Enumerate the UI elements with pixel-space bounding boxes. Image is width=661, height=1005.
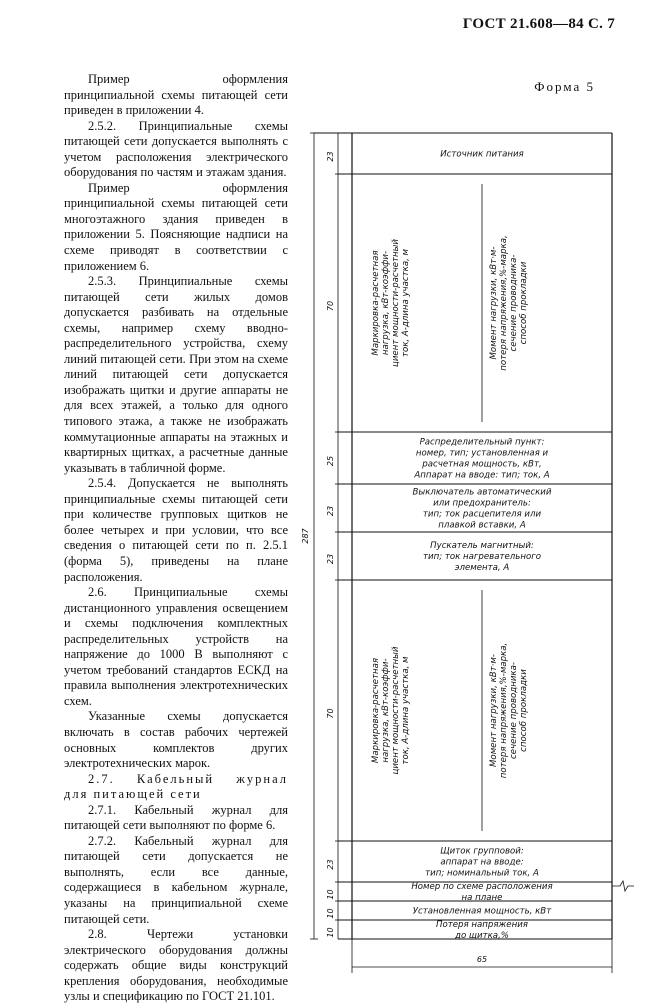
row-text: номер, тип; установленная и — [415, 448, 549, 459]
row-text: Распределительный пункт: — [419, 437, 545, 448]
row-text: тип; номинальный ток, А — [425, 868, 539, 879]
form-label: Форма 5 — [534, 79, 595, 94]
paragraph: 2.7.2. Кабельный журнал для питающей сети допускается не выполнять, если все данные, содержащиеся в кабельном журнале, указаны на принципиальной схеме питающей сети. — [64, 833, 288, 926]
rotated-right-text: Момент нагрузки, кВт·м- — [489, 654, 499, 767]
paragraph: 2.8. Чертежи установки электрического оборудования должны содержать общие виды конструкций крепления оборудования, необходимые узлы и спецификацию по ГОСТ 21.101. — [64, 927, 288, 1004]
row-dimension-label: 70 — [326, 300, 335, 312]
row-text: плавкой вставки, А — [438, 520, 526, 531]
rotated-right-text: потеря напряжения,%-марка, — [499, 642, 509, 779]
paragraph: 2.5.2. Принципиальные схемы питающей сети допускается выполнять с учетом расположения электрического оборудования по частям и этажам здания. — [64, 118, 288, 180]
row-dimension-label: 23 — [326, 553, 335, 565]
paragraph: Указанные схемы допускается включать в состав рабочих чертежей основных комплектов других электротехнических марок. — [64, 709, 288, 771]
rotated-left-text: нагрузка, кВт-коэффи- — [381, 658, 391, 763]
rotated-right-text: потеря напряжения,%-марка, — [499, 235, 509, 371]
total-height-label: 287 — [301, 528, 310, 544]
row-text: или предохранитель: — [433, 498, 531, 509]
rotated-right-text: способ прокладки — [519, 669, 529, 752]
rotated-left-text: Маркировка-расчетная — [371, 657, 381, 764]
row-text: Номер по схеме расположения — [411, 882, 553, 892]
row-text: на плане — [461, 893, 503, 903]
width-label: 65 — [476, 955, 488, 964]
row-text: расчетная мощность, кВт, — [422, 459, 542, 470]
section-heading: 2.7. Кабельный журнал — [88, 771, 288, 786]
rotated-left-text: нагрузка, кВт-коэффи- — [381, 250, 391, 356]
rotated-right-text: способ прокладки — [519, 261, 529, 345]
row-text: Источник питания — [440, 149, 524, 160]
paragraph: 2.7.1. Кабельный журнал для питающей сети выполняют по форме 6. — [64, 802, 288, 833]
row-dimension-label: 25 — [326, 455, 335, 467]
row-text: тип; ток расцепителя или — [422, 509, 542, 520]
row-text: тип; ток нагревательного — [423, 552, 541, 562]
row-text: Аппарат на вводе: тип; ток, А — [414, 470, 550, 481]
row-dimension-label: 23 — [326, 505, 335, 517]
paragraph: 2.5.4. Допускается не выполнять принципиальные схемы питающей сети при количестве групповых щитков не более четырех и при условии, что все сведения о питающей сети по п. 2.5.1 (форма 5), приведены на плане расположения. — [64, 476, 288, 584]
rotated-left-text: циент мощности-расчетный — [391, 238, 401, 368]
row-text: Установленная мощность, кВт — [412, 906, 552, 917]
rotated-left-text: циент мощности-расчетный — [391, 646, 401, 775]
paragraph: Пример оформления принципиальной схемы питающей сети многоэтажного здания приведен в приложении 5. Поясняющие надписи на схеме приводят в соответствии с приложением 6. — [64, 180, 288, 273]
row-text: Выключатель автоматический — [412, 487, 552, 498]
paragraph: 2.6. Принципиальные схемы дистанционного управления освещением и схемы подключения комплектных распределительных устройств на напряжение до 1000 В выполняют с учетом требований стандартов ЕСКД на правила выполнения электротехнических схем. — [64, 585, 288, 708]
row-text: Пускатель магнитный: — [430, 541, 534, 551]
page-header: ГОСТ 21.608—84 С. 7 — [462, 16, 615, 32]
body-text — [64, 72, 288, 1005]
rotated-left-text: Маркировка-расчетная — [371, 250, 381, 356]
paragraph: 2.5.3. Принципиальные схемы питающей сети жилых домов допускается разбивать на отдельные схемы, например схему вводно-распределительного устройства, схему линий питающей сети. При этом на схеме линий питающей сети допускается изображать щитки и другие аппараты не для всех этажей, а только для одного типового этажа, а также не изображать коммутационные аппараты на этажных и квартирных щитках, а расчетные данные указывать в табличной форме. — [64, 274, 288, 475]
paragraph: Пример оформления принципиальной схемы питающей сети приведен в приложении 4. — [64, 72, 288, 118]
rotated-right-text: сечение проводника- — [509, 254, 519, 352]
rotated-right-text: Момент нагрузки, кВт·м- — [489, 246, 499, 360]
form-5-diagram — [300, 115, 640, 964]
row-dimension-label: 10 — [326, 889, 335, 900]
rotated-right-text: сечение проводника- — [509, 662, 519, 759]
rotated-left-text: ток, А-длина участка, м — [401, 248, 411, 358]
row-dimension-label: 23 — [326, 859, 335, 870]
row-dimension-label: 10 — [326, 927, 335, 938]
row-text: элемента, А — [454, 563, 510, 573]
row-dimension-label: 70 — [326, 708, 335, 719]
rotated-left-text: ток, А-длина участка, м — [401, 656, 411, 765]
row-text: аппарат на вводе: — [440, 857, 524, 868]
row-text: Потеря напряжения — [436, 920, 528, 930]
row-dimension-label: 10 — [326, 908, 335, 919]
row-dimension-label: 23 — [326, 151, 335, 162]
section-heading-cont: для питающей сети — [64, 787, 202, 802]
break-mark — [612, 881, 634, 891]
row-text: Щиток групповой: — [440, 846, 524, 857]
row-text: до щитка,% — [455, 931, 509, 941]
